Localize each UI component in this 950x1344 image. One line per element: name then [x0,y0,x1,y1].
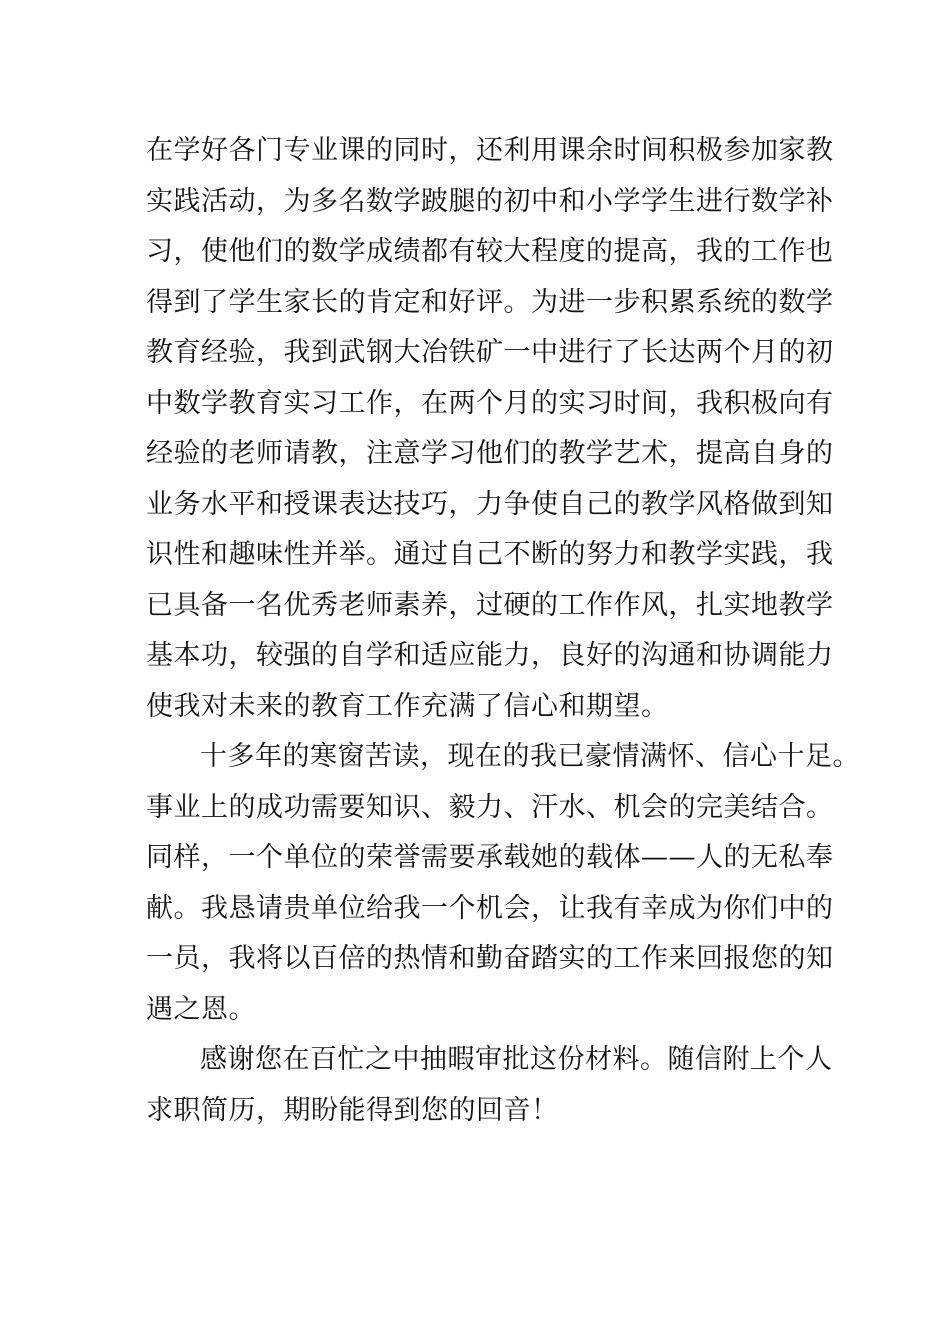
text-line: 已具备一名优秀老师素养，过硬的工作作风，扎实地教学 [146,589,834,621]
text-line: 识性和趣味性并举。通过自己不断的努力和教学实践，我 [146,539,834,570]
text-line: 使我对未来的教育工作充满了信心和期望。 [146,690,669,722]
text-line: 求职简历，期盼能得到您的回音！ [146,1094,559,1126]
paragraph-start-line: 十多年的寒窗苦读，现在的我已豪情满怀、信心十足。 [200,741,860,772]
text-line: 遇之恩。 [146,993,256,1025]
paragraph-start-line: 感谢您在百忙之中抽暇审批这份材料。随信附上个人 [200,1044,833,1075]
text-line: 习，使他们的数学成绩都有较大程度的提高，我的工作也 [146,236,834,267]
text-line: 业务水平和授课表达技巧，力争使自己的教学风格做到知 [146,488,834,520]
text-line: 基本功，较强的自学和适应能力，良好的沟通和协调能力 [146,640,834,671]
text-line: 得到了学生家长的肯定和好评。为进一步积累系统的数学 [146,286,834,318]
text-line: 实践活动，为多名数学跛腿的初中和小学学生进行数学补 [146,185,834,217]
text-line: 在学好各门专业课的同时，还利用课余时间积极参加家教 [146,135,834,166]
text-line: 中数学教育实习工作，在两个月的实习时间，我积极向有 [146,387,834,419]
text-line: 献。我恳请贵单位给我一个机会，让我有幸成为你们中的 [146,892,834,924]
text-line: 一员，我将以百倍的热情和勤奋踏实的工作来回报您的知 [146,943,834,974]
text-line: 同样，一个单位的荣誉需要承载她的载体——人的无私奉 [146,842,834,873]
letter-body [146,126,860,1136]
text-line: 经验的老师请教，注意学习他们的教学艺术，提高自身的 [146,438,834,469]
text-line: 教育经验，我到武钢大冶铁矿一中进行了长达两个月的初 [146,337,834,368]
text-line: 事业上的成功需要知识、毅力、汗水、机会的完美结合。 [146,791,834,823]
